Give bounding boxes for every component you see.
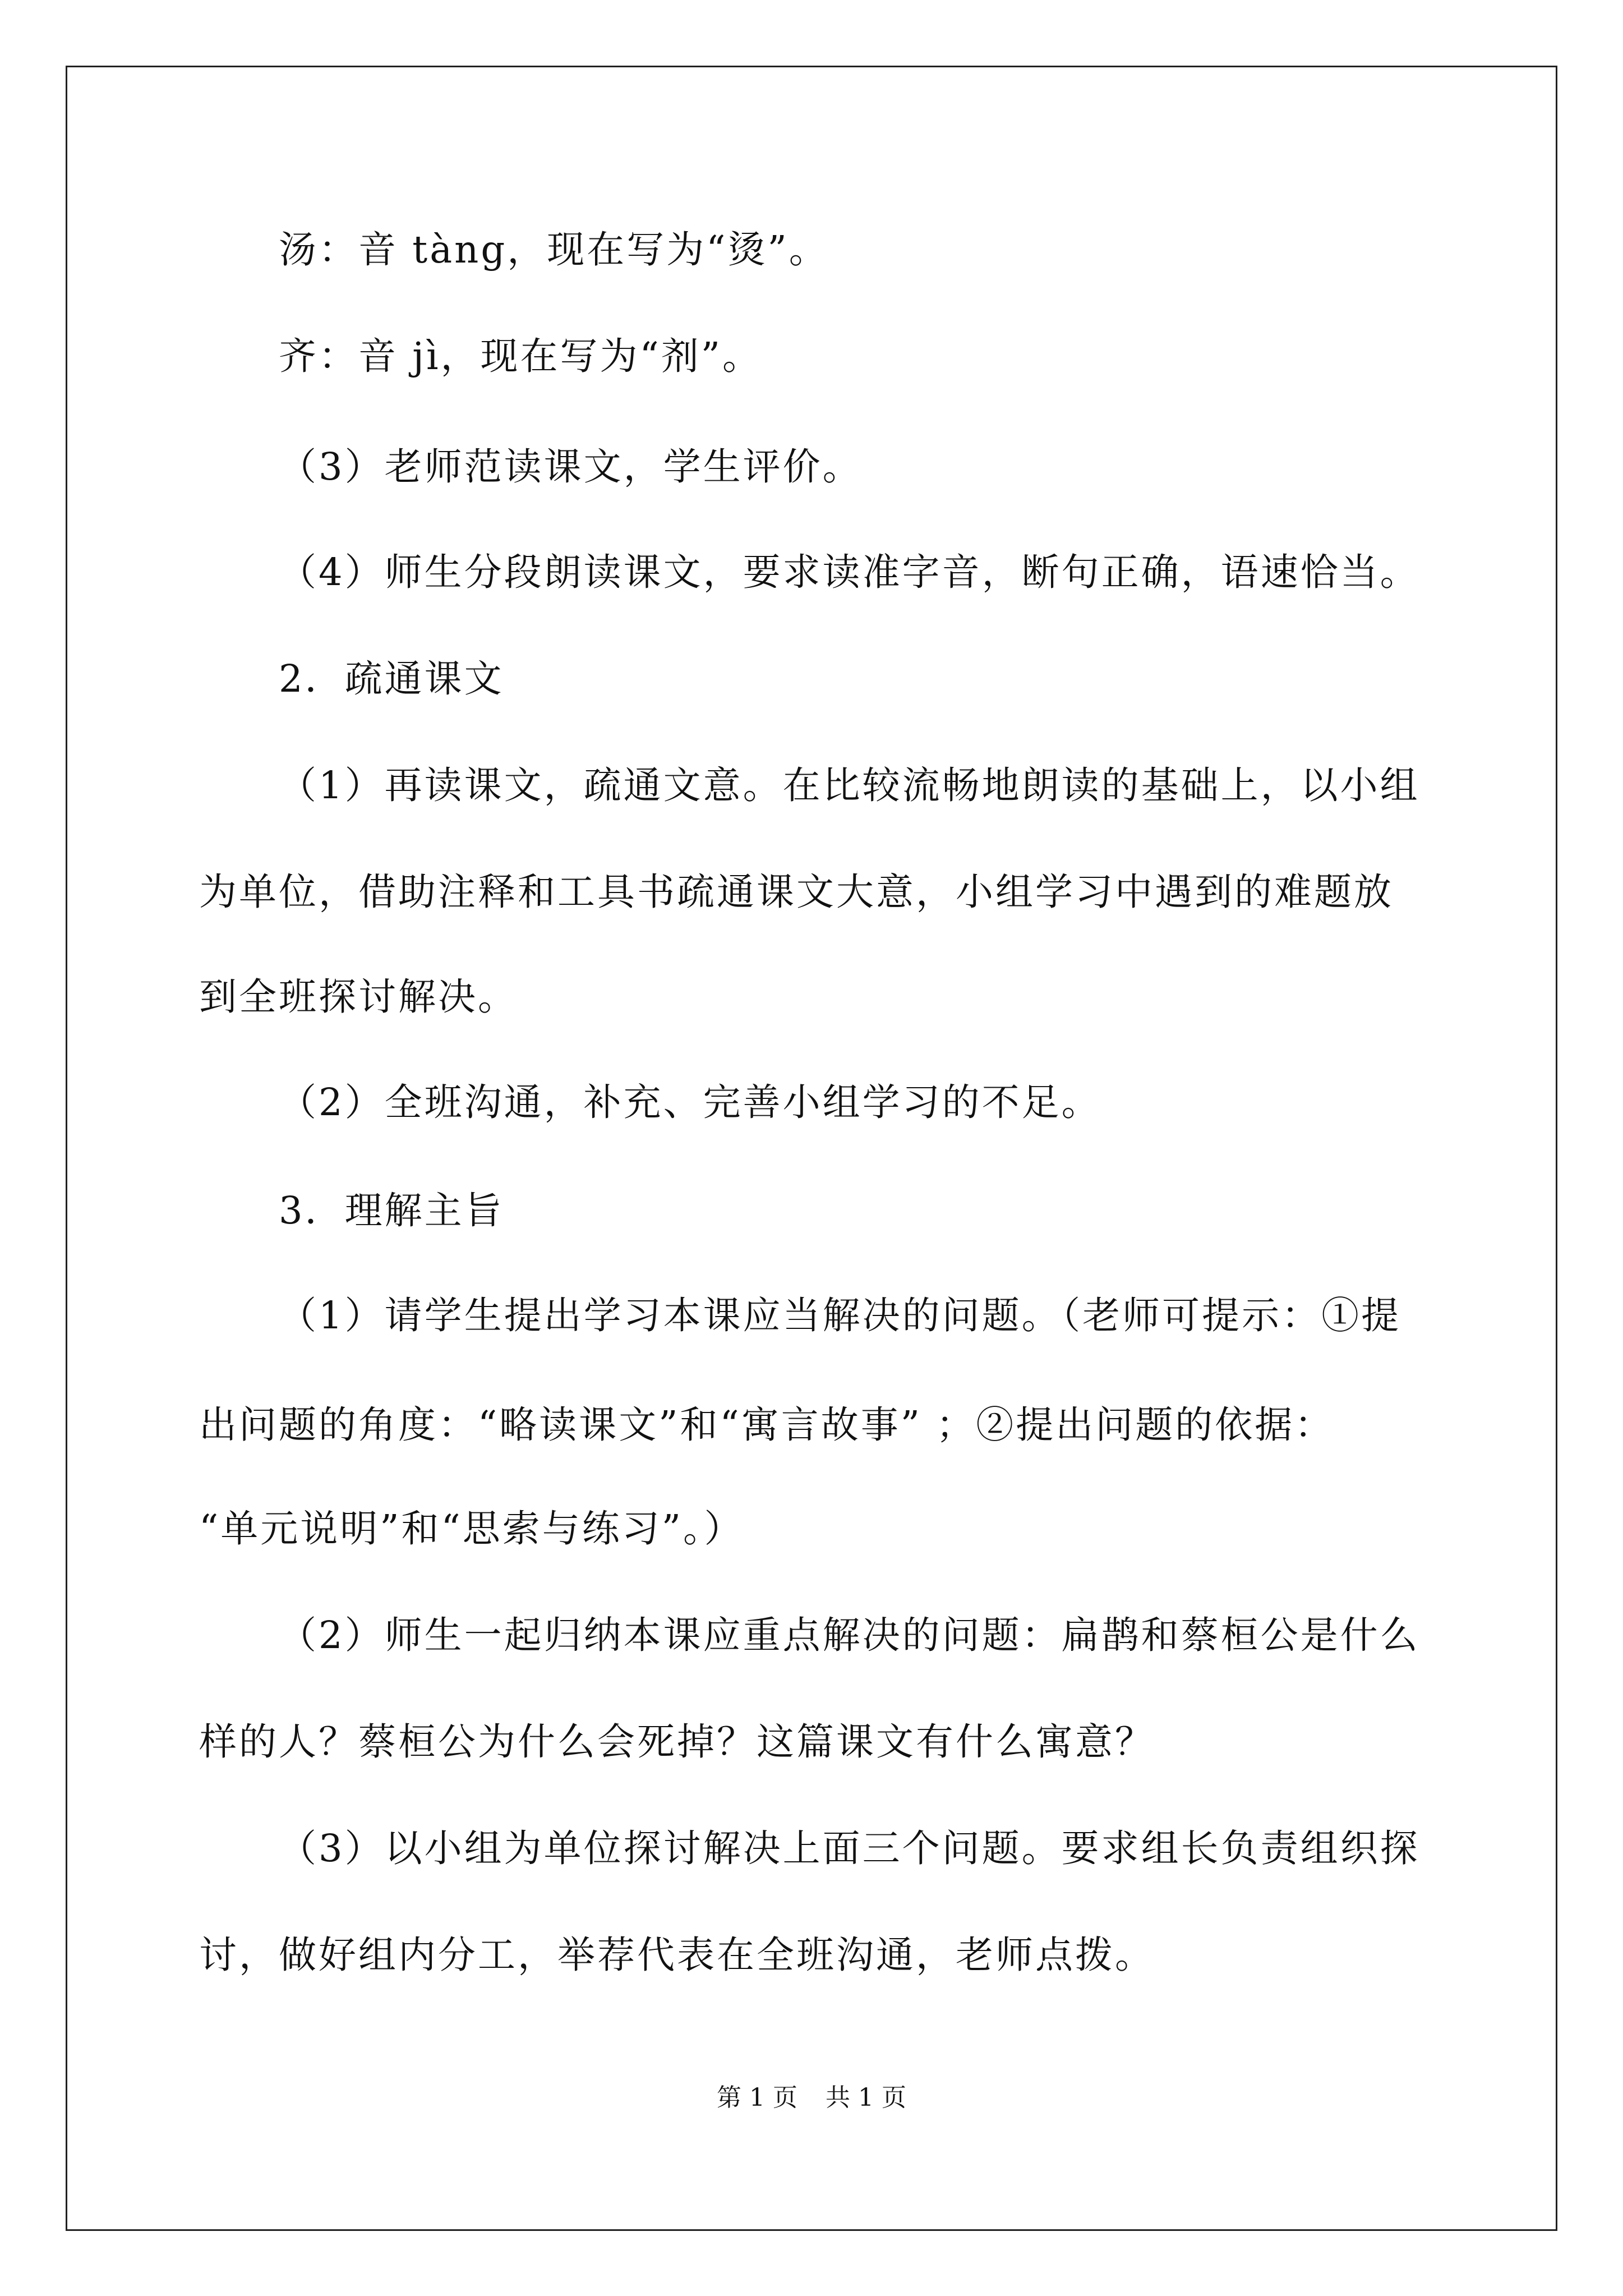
section-heading: 2．疏通课文 (279, 657, 504, 701)
text-line: 到全班探讨解决。 (199, 975, 518, 1019)
text-line: “单元说明”和“思索与练习”。） (199, 1507, 744, 1550)
page-number: 第 1 页 (717, 2083, 797, 2112)
text-line: （4）师生分段朗读课文，要求读准字音，断句正确，语速恰当。 (279, 550, 1420, 594)
text-line: 出问题的角度：“略读课文”和“寓言故事” ；②提出问题的依据： (199, 1403, 1335, 1447)
page-footer (0, 2081, 1623, 2115)
text-line: 为单位，借助注释和工具书疏通课文大意，小组学习中遇到的难题放 (199, 870, 1394, 914)
section-heading: 3．理解主旨 (279, 1189, 504, 1232)
text-line: （1）再读课文，疏通文意。在比较流畅地朗读的基础上，以小组 (279, 763, 1420, 807)
text-line: 汤：音 tàng，现在写为“烫”。 (279, 228, 829, 272)
text-line: 讨，做好组内分工，举荐代表在全班沟通，老师点拨。 (199, 1933, 1155, 1977)
page-border (66, 66, 1557, 2231)
page-total: 共 1 页 (826, 2083, 906, 2112)
text-line: （3）以小组为单位探讨解决上面三个问题。要求组长负责组织探 (279, 1826, 1420, 1870)
text-line: 样的人？蔡桓公为什么会死掉？这篇课文有什么寓意？ (199, 1720, 1155, 1764)
text-line: （2）全班沟通，补充、完善小组学习的不足。 (279, 1080, 1101, 1124)
text-line: （3）老师范读课文，学生评价。 (279, 445, 863, 489)
text-line: （2）师生一起归纳本课应重点解决的问题：扁鹊和蔡桓公是什么 (279, 1613, 1420, 1657)
text-line: （1）请学生提出学习本课应当解决的问题。（老师可提示：①提 (279, 1294, 1401, 1337)
text-line: 齐：音 jì，现在写为“剂”。 (279, 334, 763, 378)
